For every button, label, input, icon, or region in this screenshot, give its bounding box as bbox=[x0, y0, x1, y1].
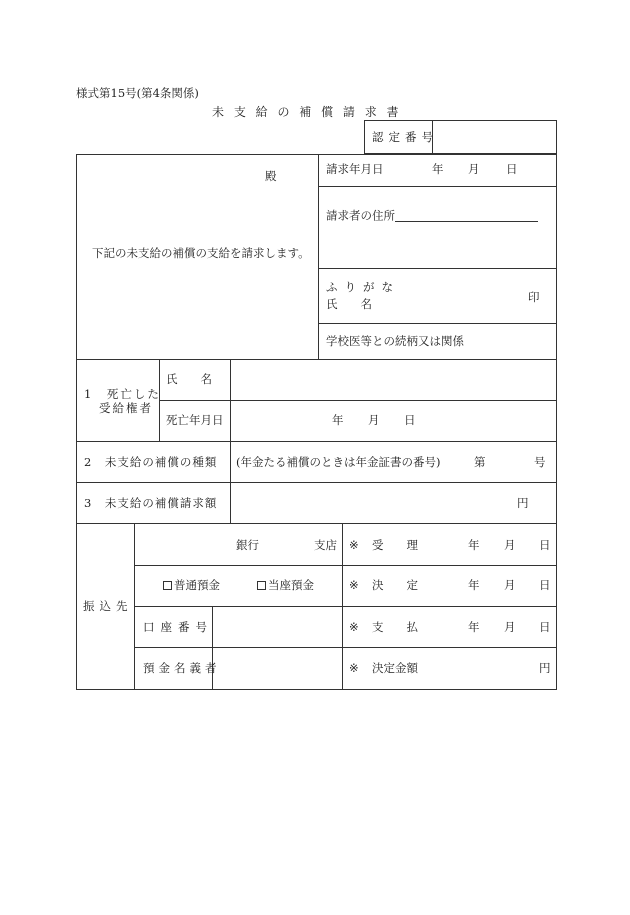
transfer-label: 振込先 bbox=[83, 599, 133, 613]
form-table bbox=[76, 154, 557, 690]
claimant-address[interactable] bbox=[326, 210, 538, 222]
paid-label: 支 払 bbox=[372, 620, 418, 634]
account-holder-label: 預金名義者 bbox=[143, 661, 221, 675]
received-year[interactable]: 年 bbox=[468, 538, 480, 552]
paid-mark: ※ bbox=[349, 620, 359, 634]
claim-amount-yen: 円 bbox=[517, 496, 529, 510]
received-mark: ※ bbox=[349, 538, 359, 552]
decided-day[interactable]: 日 bbox=[539, 578, 551, 592]
claimant-address-label: 請求者の住所 bbox=[326, 208, 395, 223]
decided-mark: ※ bbox=[349, 578, 359, 592]
decided-amount-yen: 円 bbox=[539, 661, 551, 675]
form-number: 様式第15号(第4条関係) bbox=[76, 86, 199, 100]
paid-day[interactable]: 日 bbox=[539, 620, 551, 634]
claim-amount-label: 3 未支給の補償請求額 bbox=[84, 496, 218, 510]
certificate-go: 号 bbox=[534, 455, 546, 469]
current-checkbox[interactable] bbox=[257, 581, 266, 590]
death-date-month[interactable]: 月 bbox=[368, 413, 380, 427]
furigana-label: ふりがな bbox=[326, 280, 400, 294]
deceased-label-line1: 1 死亡した bbox=[84, 387, 161, 401]
claim-date-month[interactable]: 月 bbox=[468, 162, 480, 176]
death-date-day[interactable]: 日 bbox=[404, 413, 416, 427]
death-date-label: 死亡年月日 bbox=[166, 413, 224, 427]
bank-label: 銀行 bbox=[236, 538, 259, 552]
request-statement: 下記の未支給の補償の支給を請求します。 bbox=[92, 246, 310, 260]
certificate-dai: 第 bbox=[474, 455, 486, 469]
claimant-name-label: 氏 名 bbox=[326, 297, 372, 311]
decided-amount-label: 決定金額 bbox=[372, 661, 418, 675]
cert-number-label: 認定番号 bbox=[372, 130, 438, 144]
form-title: 未 支 給 の 補 償 請 求 書 bbox=[212, 105, 402, 119]
paid-month[interactable]: 月 bbox=[504, 620, 516, 634]
relation-label: 学校医等との続柄又は関係 bbox=[326, 334, 464, 348]
seal-mark: 印 bbox=[528, 290, 540, 304]
paid-year[interactable]: 年 bbox=[468, 620, 480, 634]
decided-label: 決 定 bbox=[372, 578, 418, 592]
decided-year[interactable]: 年 bbox=[468, 578, 480, 592]
branch-label: 支店 bbox=[314, 538, 337, 552]
dono-label: 殿 bbox=[265, 169, 277, 183]
death-date-year[interactable]: 年 bbox=[332, 413, 344, 427]
account-number-label: 口座番号 bbox=[143, 620, 213, 634]
claim-date-day[interactable]: 日 bbox=[506, 162, 518, 176]
benefit-type-note: (年金たる補償のときは年金証書の番号) bbox=[236, 455, 441, 469]
claim-date-label: 請求年月日 bbox=[326, 162, 384, 176]
claim-date-year[interactable]: 年 bbox=[432, 162, 444, 176]
deceased-label-line2: 受給権者 bbox=[99, 401, 153, 415]
ordinary-savings-option[interactable]: 普通預金 bbox=[163, 580, 220, 592]
current-savings-option[interactable]: 当座預金 bbox=[257, 580, 314, 592]
benefit-type-label: 2 未支給の補償の種類 bbox=[84, 455, 218, 469]
received-day[interactable]: 日 bbox=[539, 538, 551, 552]
received-month[interactable]: 月 bbox=[504, 538, 516, 552]
address-underline bbox=[395, 210, 538, 222]
deceased-name-label: 氏 名 bbox=[166, 372, 212, 386]
received-label: 受 理 bbox=[372, 538, 418, 552]
decided-month[interactable]: 月 bbox=[504, 578, 516, 592]
ordinary-checkbox[interactable] bbox=[163, 581, 172, 590]
amount-mark: ※ bbox=[349, 661, 359, 675]
